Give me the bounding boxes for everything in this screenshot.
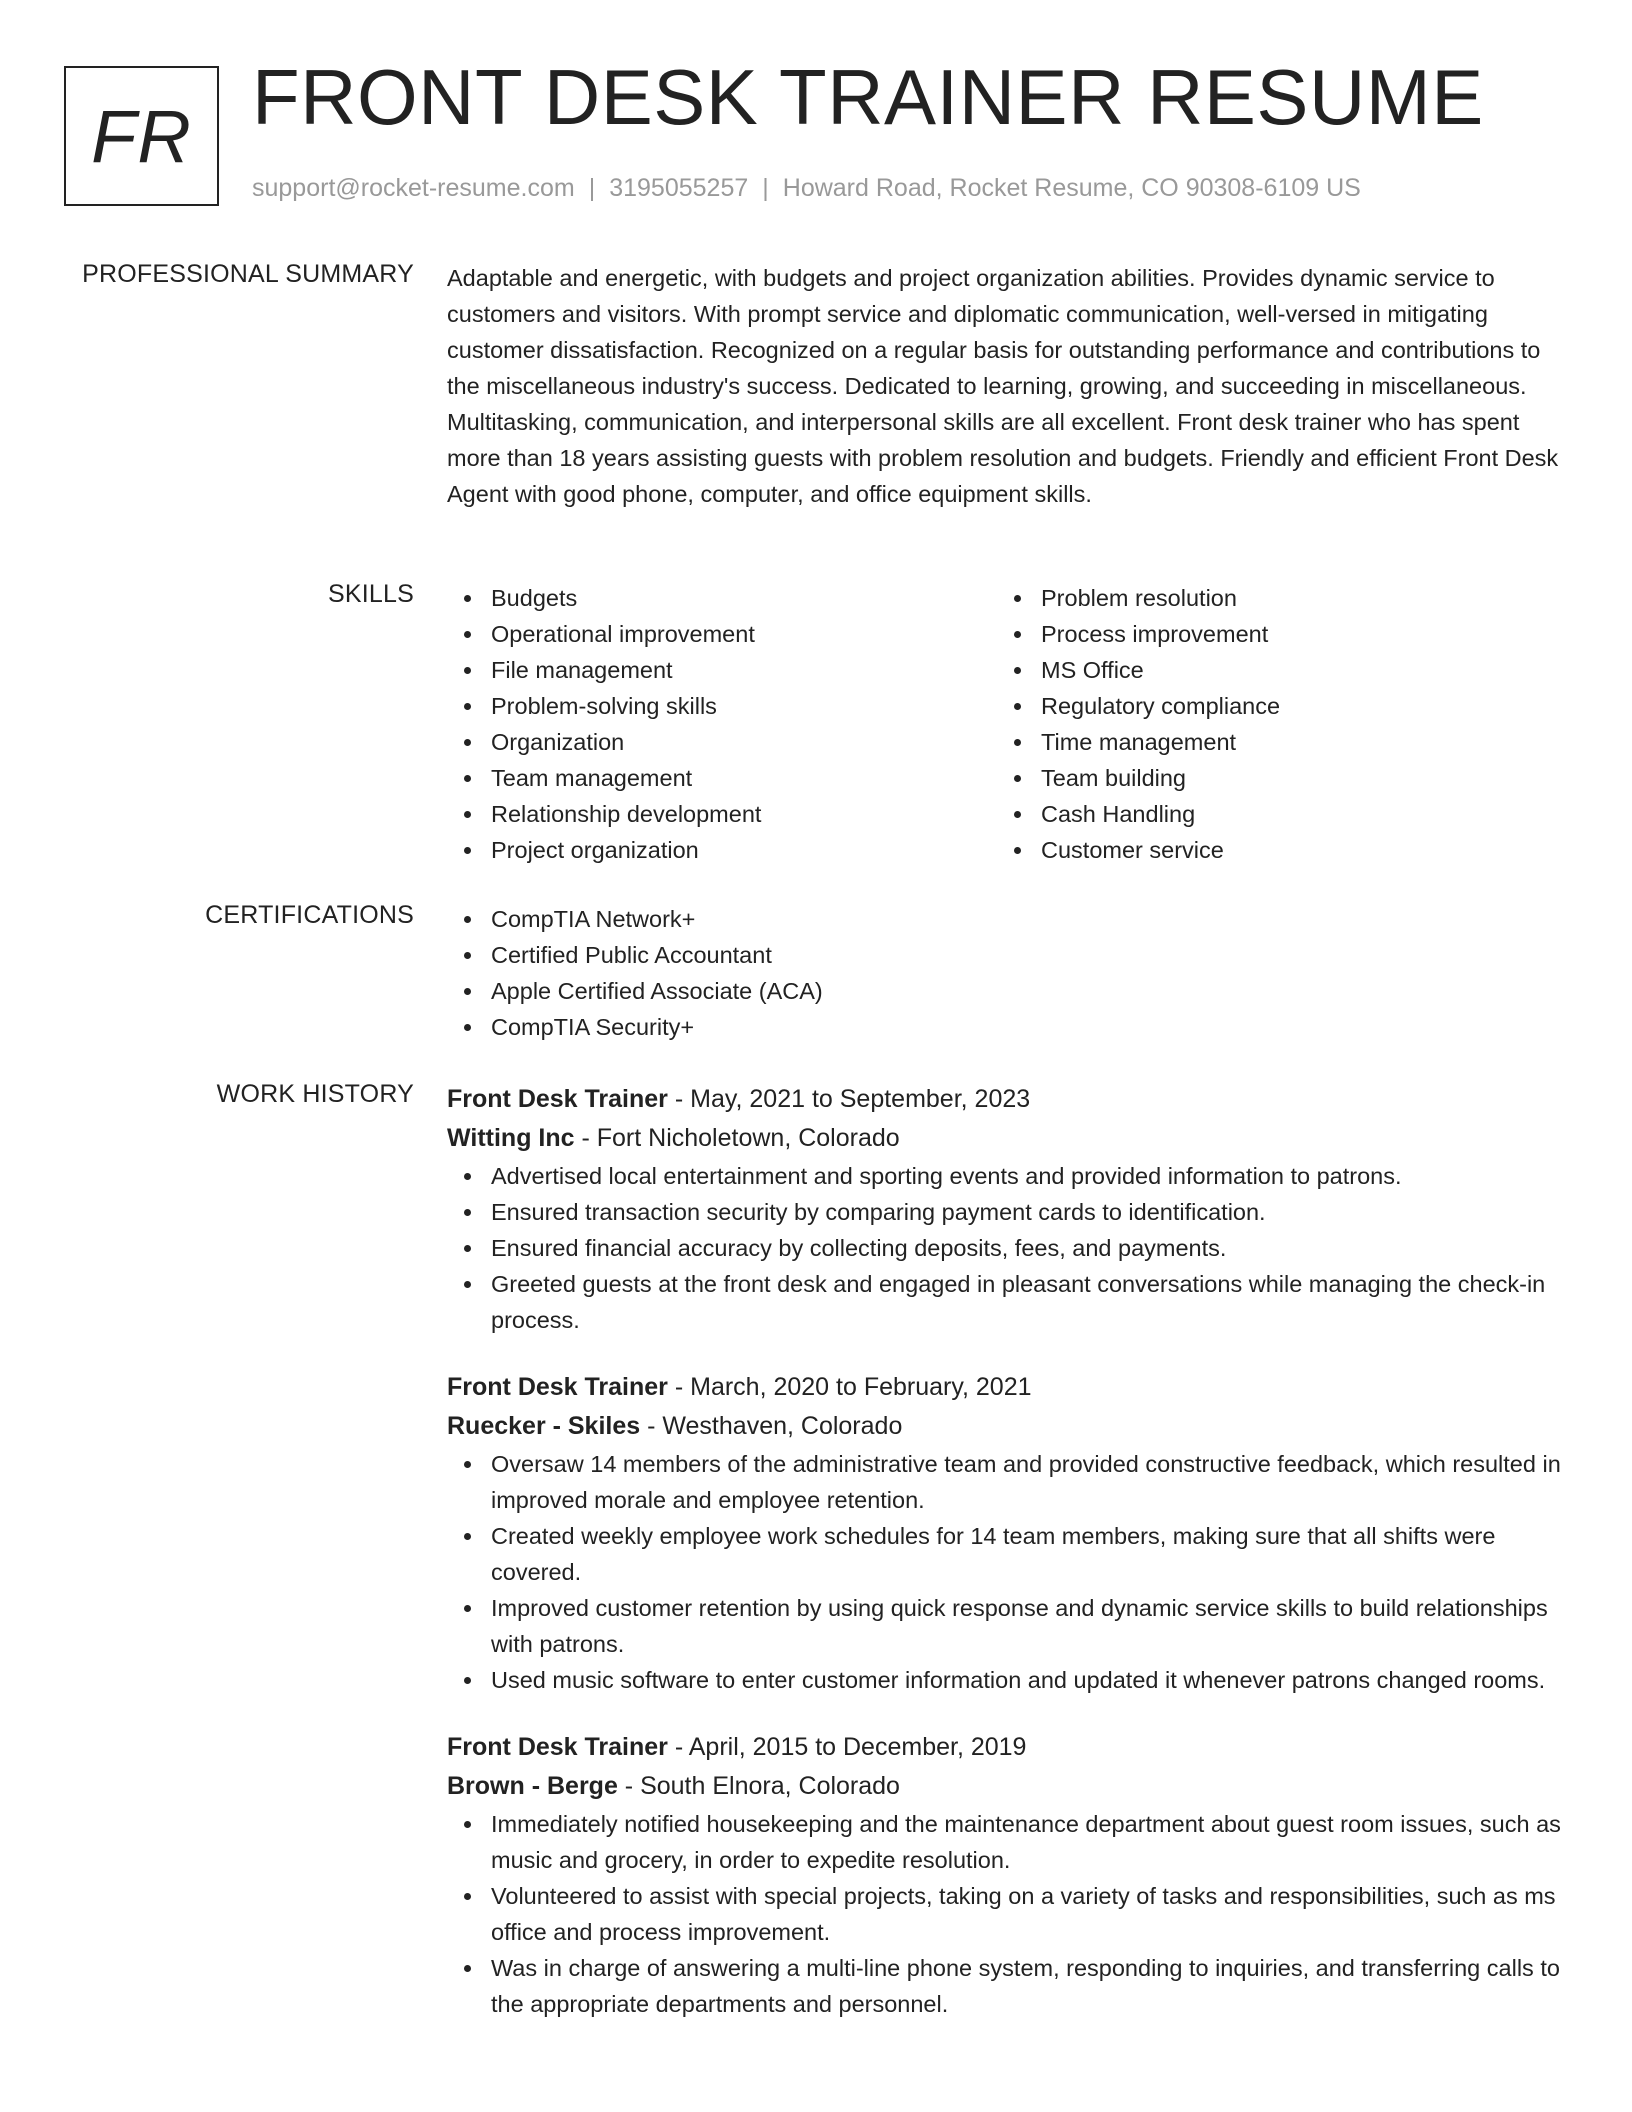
list-item: Was in charge of answering a multi-line phone system, responding to inquiries, and transferring calls to the appropriate departments and personnel. xyxy=(447,1950,1567,2022)
list-item: Operational improvement xyxy=(447,616,997,652)
job-bullet-list xyxy=(447,1446,1567,1698)
initials-monogram: FR xyxy=(64,66,219,206)
work-history-heading: WORK HISTORY xyxy=(216,1080,414,1108)
job-entry xyxy=(447,1368,1567,1698)
list-item: Apple Certified Associate (ACA) xyxy=(447,973,1567,1009)
summary-heading: PROFESSIONAL SUMMARY xyxy=(82,260,414,288)
list-item: MS Office xyxy=(997,652,1547,688)
list-item: Problem-solving skills xyxy=(447,688,997,724)
list-item: Customer service xyxy=(997,832,1547,868)
job-entry xyxy=(447,1080,1567,1338)
job-title-line xyxy=(447,1080,1567,1119)
list-item: Time management xyxy=(997,724,1547,760)
list-item: Improved customer retention by using quick response and dynamic service skills to build relationships with patrons. xyxy=(447,1590,1567,1662)
job-bullet-list xyxy=(447,1806,1567,2022)
list-item: Certified Public Accountant xyxy=(447,937,1567,973)
skills-heading: SKILLS xyxy=(328,580,414,608)
skills-column-left xyxy=(447,580,997,868)
contact-phone: 3195055257 xyxy=(609,174,749,202)
job-title-line xyxy=(447,1368,1567,1407)
job-dates: - March, 2020 to February, 2021 xyxy=(667,1373,1032,1401)
list-item: Advertised local entertainment and sporting events and provided information to patrons. xyxy=(447,1158,1567,1194)
certifications-body xyxy=(447,901,1567,1045)
job-title: Front Desk Trainer xyxy=(447,1733,668,1761)
certifications-list xyxy=(447,901,1567,1045)
list-item: Team building xyxy=(997,760,1547,796)
list-item: Budgets xyxy=(447,580,997,616)
job-entry xyxy=(447,1728,1567,2022)
job-company: Witting Inc xyxy=(447,1124,575,1152)
job-company: Brown - Berge xyxy=(447,1772,618,1800)
list-item: Team management xyxy=(447,760,997,796)
skills-list-right xyxy=(997,580,1547,868)
list-item: Process improvement xyxy=(997,616,1547,652)
summary-body xyxy=(447,260,1567,512)
contact-separator: | xyxy=(762,174,769,202)
contact-separator: | xyxy=(588,174,596,202)
resume-title: FRONT DESK TRAINER RESUME xyxy=(252,53,1484,141)
list-item: Greeted guests at the front desk and engaged in pleasant conversations while managing the check-in process. xyxy=(447,1266,1567,1338)
skills-body xyxy=(447,580,1567,868)
skills-list-left xyxy=(447,580,997,868)
contact-address: Howard Road, Rocket Resume, CO 90308-6109 US xyxy=(782,174,1361,202)
list-item: Oversaw 14 members of the administrative team and provided constructive feedback, which resulted in improved morale and employee retention. xyxy=(447,1446,1567,1518)
list-item: Cash Handling xyxy=(997,796,1547,832)
list-item: Ensured transaction security by comparing payment cards to identification. xyxy=(447,1194,1567,1230)
list-item: CompTIA Network+ xyxy=(447,901,1567,937)
job-title: Front Desk Trainer xyxy=(447,1373,668,1401)
work-history-body xyxy=(447,1080,1567,2052)
list-item: Regulatory compliance xyxy=(997,688,1547,724)
list-item: Project organization xyxy=(447,832,997,868)
skills-column-right xyxy=(997,580,1547,868)
job-company: Ruecker - Skiles xyxy=(447,1412,641,1440)
list-item: File management xyxy=(447,652,997,688)
job-title-line xyxy=(447,1728,1567,1767)
contact-email: support@rocket-resume.com xyxy=(252,174,575,202)
summary-text: Adaptable and energetic, with budgets and project organization abilities. Provides dynamic service to customers and visitors. With prompt service and diplomatic communication, well-versed in mitigating customer dissatisfaction. Recognized on a regular basis for outstanding performance and contributions to the miscellaneous industry's success. Dedicated to learning, growing, and succeeding in miscellaneous. Multitasking, communication, and interpersonal skills are all excellent. Front desk trainer who has spent more than 18 years assisting guests with problem resolution and budgets. Friendly and efficient Front Desk Agent with good phone, computer, and office equipment skills. xyxy=(447,265,1559,507)
job-title: Front Desk Trainer xyxy=(447,1085,668,1113)
list-item: CompTIA Security+ xyxy=(447,1009,1567,1045)
list-item: Immediately notified housekeeping and the maintenance department about guest room issues, such as music and grocery, in order to expedite resolution. xyxy=(447,1806,1567,1878)
list-item: Problem resolution xyxy=(997,580,1547,616)
job-company-line xyxy=(447,1767,1567,1806)
contact-line xyxy=(252,174,1361,203)
job-dates: - April, 2015 to December, 2019 xyxy=(667,1733,1027,1761)
certifications-heading: CERTIFICATIONS xyxy=(205,901,414,929)
job-company-line xyxy=(447,1407,1567,1446)
list-item: Relationship development xyxy=(447,796,997,832)
job-company-line xyxy=(447,1119,1567,1158)
skills-grid xyxy=(447,580,1567,868)
job-dates: - May, 2021 to September, 2023 xyxy=(667,1085,1031,1113)
job-location: - South Elnora, Colorado xyxy=(617,1772,900,1800)
list-item: Used music software to enter customer information and updated it whenever patrons changed rooms. xyxy=(447,1662,1567,1698)
list-item: Created weekly employee work schedules for 14 team members, making sure that all shifts were covered. xyxy=(447,1518,1567,1590)
job-location: - Fort Nicholetown, Colorado xyxy=(574,1124,900,1152)
list-item: Volunteered to assist with special projects, taking on a variety of tasks and responsibilities, such as ms office and process improvement. xyxy=(447,1878,1567,1950)
list-item: Ensured financial accuracy by collecting deposits, fees, and payments. xyxy=(447,1230,1567,1266)
list-item: Organization xyxy=(447,724,997,760)
job-bullet-list xyxy=(447,1158,1567,1338)
job-location: - Westhaven, Colorado xyxy=(640,1412,903,1440)
